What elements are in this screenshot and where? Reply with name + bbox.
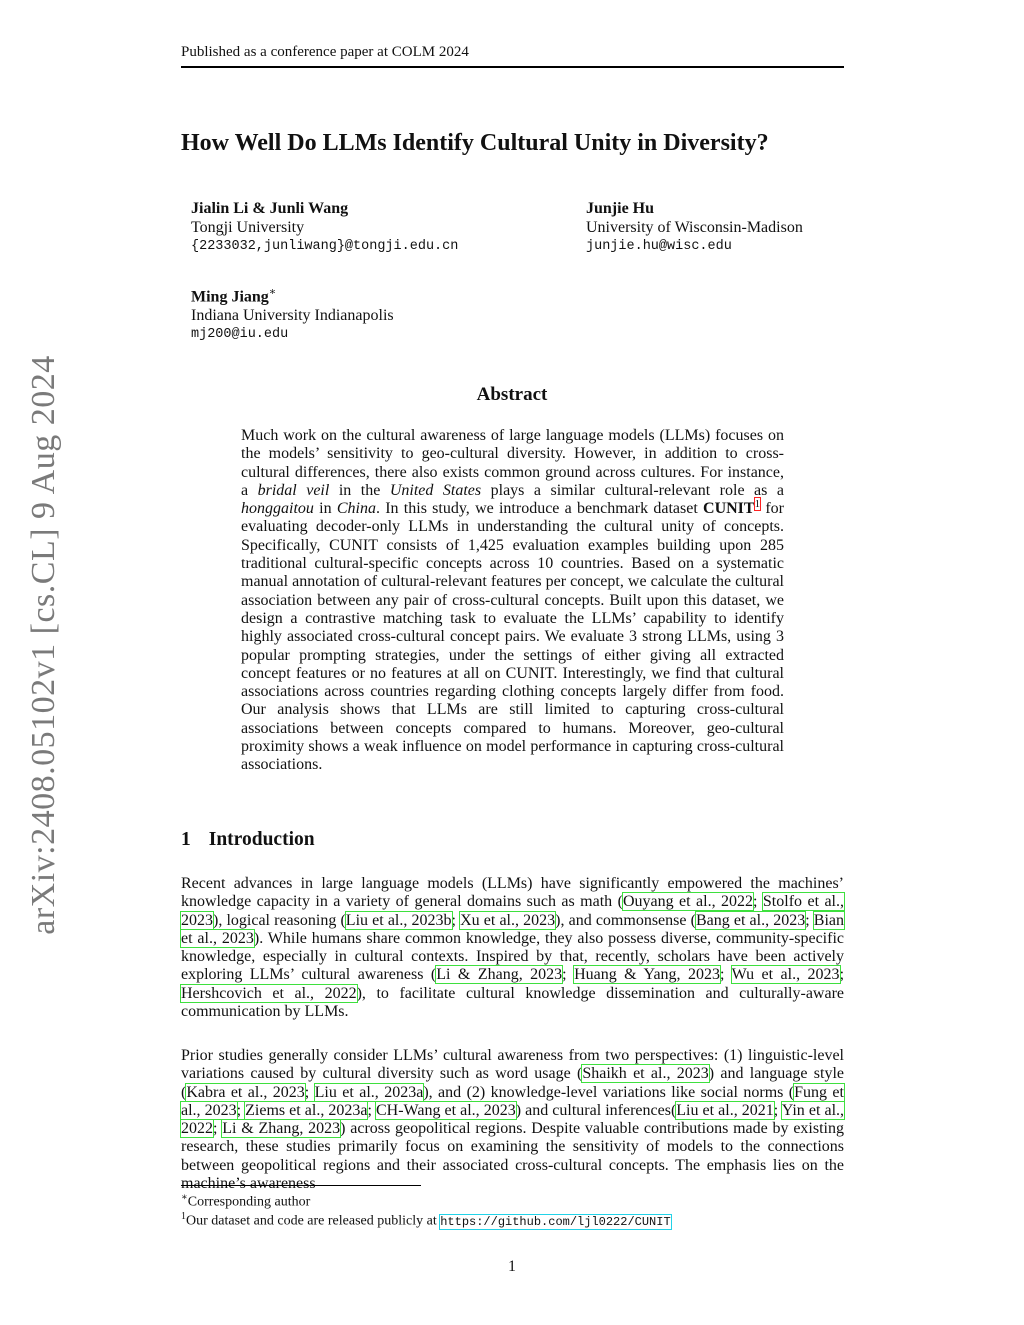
citation-link[interactable]: Huang & Yang, 2023 (574, 966, 720, 984)
citation-link[interactable]: Wu et al., 2023 (731, 966, 840, 984)
author-name: Junjie Hu (586, 200, 655, 217)
arxiv-identifier-stamp[interactable]: arXiv:2408.05102v1 [cs.CL] 9 Aug 2024 (25, 355, 62, 935)
citation-link[interactable]: Ziems et al., 2023a (245, 1101, 368, 1119)
abstract-heading: Abstract (476, 384, 548, 405)
section-heading-introduction (181, 829, 315, 851)
author-affiliation: Indiana University Indianapolis (191, 307, 394, 325)
paragraph-text-run: ), and (2) knowledge-level variations like social norms ( (423, 1083, 795, 1101)
citation-link[interactable]: CH-Wang et al., 2023 (376, 1101, 516, 1119)
citation-link[interactable]: Ouyang et al., 2022 (622, 893, 754, 911)
paragraph-text-run: ; (805, 911, 814, 929)
author-email[interactable]: {2233032,junliwang}@tongji.edu.cn (191, 239, 459, 254)
abstract-text (241, 427, 784, 775)
abstract-text-run: plays a similar cultural-relevant role as a (481, 481, 784, 499)
abstract-italic-term: United States (389, 481, 482, 499)
running-header: Published as a conference paper at COLM 2024 (181, 44, 844, 68)
corresponding-author-mark: ∗ (268, 286, 277, 298)
paragraph-text-run: ), logical reasoning ( (213, 911, 346, 929)
author-name: Jialin Li & Junli Wang (191, 200, 349, 217)
citation-link[interactable]: Liu et al., 2023b (345, 911, 452, 929)
intro-paragraph-1 (181, 875, 844, 1021)
author-block-li-wang (191, 199, 458, 256)
author-affiliation: Tongji University (191, 219, 305, 236)
paragraph-text-run: ; (367, 1101, 376, 1119)
paragraph-text-run: ; (839, 966, 845, 984)
footnote-link[interactable]: 1 (754, 497, 761, 510)
author-name-row (191, 283, 394, 306)
paragraph-text-run: ; (213, 1120, 223, 1138)
citation-link[interactable]: Liu et al., 2021 (676, 1101, 774, 1119)
abstract-italic-term: China (336, 500, 376, 518)
footnote-dataset-release (181, 1209, 671, 1230)
paragraph-text-run: Recent advances in large language models (LLMs) have significantly empowered the machines’ knowledge capacity in a variety of general domains such as math ( (181, 875, 844, 911)
citation-link[interactable]: Shaikh et al., 2023 (582, 1065, 709, 1083)
abstract-text-run: Much work on the cultural awareness of large language models (LLMs) focuses on the models’ sensitivity to geo-cultural diversity. However, in addition to cross-cultural differences, there also exists common ground across cultures. For instance, a (241, 427, 784, 499)
page-number: 1 (508, 1258, 516, 1275)
citation-link[interactable]: Xu et al., 2023 (460, 911, 556, 929)
section-number: 1 (181, 829, 191, 850)
section-title: Introduction (208, 829, 315, 850)
paragraph-text-run: ; (304, 1083, 315, 1101)
paragraph-text-run: Prior studies generally consider LLMs’ cultural awareness from two perspectives: (1) linguistic-level variations caused by cultural diversity such as word usage ( (181, 1047, 844, 1083)
abstract-text-run: in the (329, 481, 390, 499)
paragraph-text-run: ) across geopolitical regions. Despite valuable contributions made by existing research, these studies primarily focus on examining the sensitivity of models to the connections between geopolitical regions and their associated cross-cultural concepts. The emphasis lies on the machine’s awareness (181, 1120, 844, 1193)
footnote-divider (181, 1185, 421, 1186)
intro-paragraph-2 (181, 1047, 844, 1193)
author-block-jiang (191, 283, 394, 344)
paragraph-text-run: ; (562, 966, 575, 984)
citation-link[interactable]: Yin et al., 2022 (181, 1101, 845, 1138)
paragraph-text-run: ). While humans share common knowledge, they also possess diverse, community-specific knowledge, especially in cultural contexts. Inspired by that, recently, scholars have been actively exploring LLMs’ cultural awareness ( (181, 929, 844, 984)
paragraph-text-run: ) and cultural inferences( (515, 1101, 677, 1119)
author-email[interactable]: junjie.hu@wisc.edu (586, 239, 732, 254)
paragraph-text-run: ; (236, 1101, 246, 1119)
author-block-hu (586, 199, 803, 256)
citation-link[interactable]: Kabra et al., 2023 (186, 1083, 305, 1101)
paragraph-text-run: ; (451, 911, 461, 929)
citation-link[interactable]: Bian et al., 2023 (181, 911, 845, 947)
abstract-text-run: for evaluating decoder-only LLMs in understanding the cultural unity of concepts. Specifically, CUNIT consists of 1,425 evaluation examples building upon 285 traditional cultural-specific concepts across 10 countries. Based on a systematic manual annotation of cultural-relevant features per concept, we calculate the cultural association between any pair of cross-cultural concepts. Built upon this dataset, we design a contrastive matching task to evaluate the LLMs’ capability to identify highly associated cross-cultural concept pairs. We evaluate 3 strong LLMs, using 3 popular prompting strategies, under the settings of either giving all extracted concept features or no features at all on CUNIT. Interestingly, we find that cultural associations across countries regarding clothing concepts largely differ from food. Our analysis shows that LLMs are still limited to capturing cross-cultural associations between concepts compared to humans. Moreover, geo-cultural proximity shows a weak influence on model performance in capturing cross-cultural associations. (241, 500, 784, 774)
citation-link[interactable]: Liu et al., 2023a (314, 1083, 424, 1101)
paragraph-text-run: ) and language style ( (181, 1065, 845, 1101)
paragraph-text-run: ), and commonsense ( (555, 911, 696, 929)
citation-link[interactable]: Stolfo et al., 2023 (181, 893, 844, 929)
footnote-corresponding-author (181, 1190, 310, 1211)
abstract-italic-term: bridal veil (257, 481, 330, 499)
author-name: Ming Jiang (191, 288, 269, 306)
abstract-italic-term: honggaitou (241, 500, 314, 518)
footnote-text: Corresponding author (187, 1194, 311, 1210)
footnote-text: Our dataset and code are released publicly at (186, 1213, 441, 1229)
citation-link[interactable]: Li & Zhang, 2023 (436, 966, 563, 984)
footnote-mark: 1 (181, 1211, 186, 1222)
citation-link[interactable]: Li & Zhang, 2023 (222, 1120, 341, 1138)
author-email[interactable]: mj200@iu.edu (191, 327, 289, 343)
abstract-text-run: in (313, 500, 337, 518)
citation-link[interactable]: Fung et al., 2023 (181, 1083, 844, 1119)
footnote-mark: ∗ (181, 1192, 188, 1203)
paper-title: How Well Do LLMs Identify Cultural Unity in Diversity? (181, 130, 769, 156)
paragraph-text-run: ; (773, 1101, 782, 1119)
paragraph-text-run: ; (753, 893, 763, 911)
paragraph-text-run: ; (720, 966, 732, 984)
author-affiliation: University of Wisconsin-Madison (586, 219, 803, 236)
paragraph-text-run: ), to facilitate cultural knowledge dissemination and culturally-aware communication by LLMs. (181, 984, 845, 1021)
dataset-url-link[interactable]: https://github.com/ljl0222/CUNIT (440, 1214, 671, 1229)
abstract-text-run: . In this study, we introduce a benchmark dataset (375, 500, 704, 518)
dataset-name: CUNIT (703, 500, 755, 518)
citation-link[interactable]: Hershcovich et al., 2022 (181, 984, 357, 1002)
citation-link[interactable]: Bang et al., 2023 (695, 911, 806, 929)
